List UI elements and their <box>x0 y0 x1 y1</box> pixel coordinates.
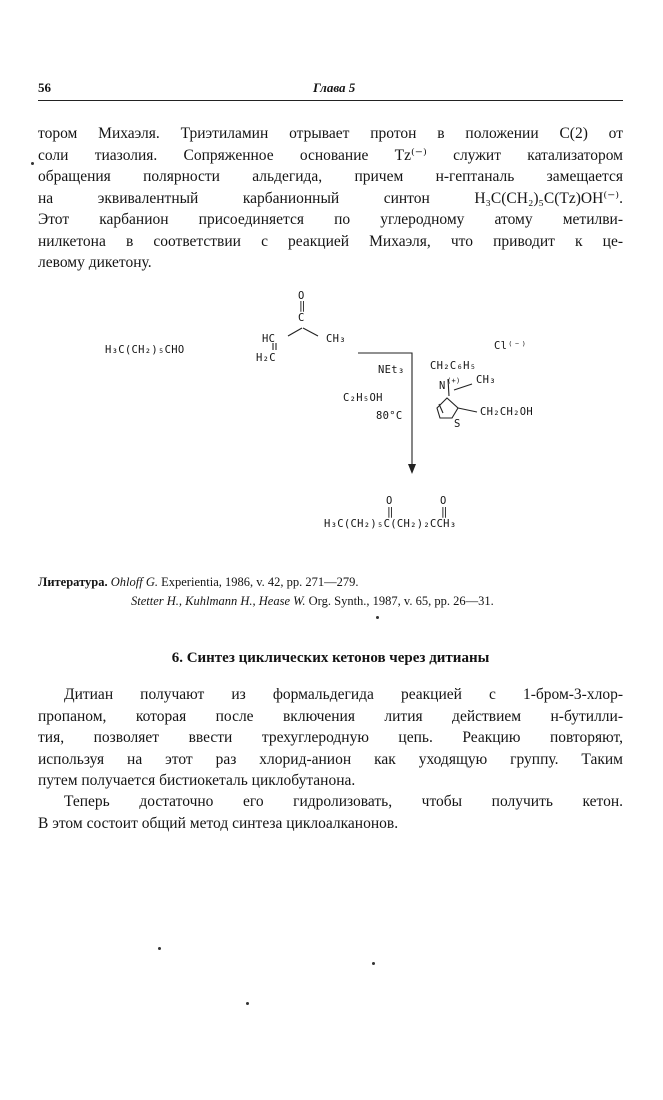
product-formula: H₃C(CH₂)₅C(CH₂)₂CCH₃ <box>324 518 457 530</box>
bond-line <box>458 408 477 412</box>
section-title: 6. Синтез циклических кетонов через дитианы <box>171 650 490 666</box>
text-line: обращения полярности альдегида, причем н-гептаналь замещается <box>38 168 623 185</box>
aldehyde-formula: H₃C(CH₂)₅CHO <box>105 344 185 356</box>
catalyst-sulfur: S <box>454 418 461 430</box>
reference-authors: Stetter H., Kuhlmann H., Hease W. <box>131 594 306 608</box>
paragraph-hydrolysis <box>38 791 623 834</box>
bond-line <box>439 404 443 413</box>
print-speck <box>376 616 379 619</box>
condition-solvent: C₂H₅OH <box>343 392 383 404</box>
print-speck <box>372 962 375 965</box>
ketone-carbon: C <box>298 312 305 324</box>
catalyst-benzyl: CH₂C₆H₅ <box>430 360 477 372</box>
reference-source: Org. Synth., 1987, v. 65, pp. 26—31. <box>308 594 494 608</box>
reference-row <box>38 592 638 611</box>
page-number: 56 <box>38 80 51 95</box>
text-line: на эквивалентный карбанионный синтон H₃C(CH₂)₅C(Tz)OH⁽⁻⁾. <box>38 189 623 207</box>
reference-authors: Ohloff G. <box>110 575 158 589</box>
ketone-oxygen: O <box>298 290 305 302</box>
text-line: пропаном, которая после включения лития действием н-бутилли- <box>38 707 623 725</box>
thiazolium-ring <box>437 398 458 418</box>
catalyst-charge: (+) <box>447 377 461 385</box>
product-oxygen-2: O <box>440 495 447 507</box>
text-line: левому дикетону. <box>38 254 152 271</box>
bond-line <box>288 328 302 336</box>
text-line: соли тиазолия. Сопряженное основание Tz⁽⁻⁾ служит катализатором <box>38 146 623 164</box>
product-double-bond-2: ‖ <box>441 506 448 518</box>
text-line: тором Михаэля. Триэтиламин отрывает протон в положении C(2) от <box>38 125 623 142</box>
ketone-h2c: H₂C <box>256 352 276 364</box>
product-oxygen-1: O <box>386 495 393 507</box>
paragraph-dithiane <box>38 684 623 792</box>
text-line: В этом состоит общий метод синтеза циклоалканонов. <box>38 814 399 832</box>
text-line: путем получается бистиокеталь циклобутанона. <box>38 772 356 789</box>
catalyst-nitrogen: N <box>439 380 446 392</box>
print-speck <box>246 1002 249 1005</box>
print-speck <box>158 947 161 950</box>
condition-base: NEt₃ <box>378 364 405 376</box>
ketone-methyl: CH₃ <box>326 333 346 345</box>
reference-row <box>38 573 638 592</box>
catalyst-counterion: Cl⁽⁻⁾ <box>494 340 528 352</box>
references-label: Литература. <box>38 575 108 589</box>
page-header <box>38 80 623 101</box>
print-speck <box>31 162 34 165</box>
references <box>38 573 638 611</box>
paragraph-michael <box>38 123 623 274</box>
arrow-head-icon <box>408 464 416 474</box>
catalyst-side-chain: CH₂CH₂OH <box>480 406 533 418</box>
text-line: Дитиан получают из формальдегида реакцией с 1-бром-3-хлор- <box>64 686 623 703</box>
text-line: тия, позволяет ввести трехуглеродную цепь. Реакцию повторяют, <box>38 729 623 746</box>
chapter-title: Глава 5 <box>313 80 356 95</box>
text-line: используя на этот раз хлорид-анион как уходящую группу. Таким <box>38 750 623 768</box>
condition-temperature: 80°C <box>376 410 403 422</box>
catalyst-methyl: CH₃ <box>476 374 496 386</box>
bond-line <box>303 328 318 336</box>
text-line: нилкетона в соответствии с реакцией Михаэля, что приводит к це- <box>38 232 623 250</box>
text-line: Этот карбанион присоединяется по углеродному атому метилви- <box>38 211 623 228</box>
reaction-scheme <box>90 288 560 543</box>
product-double-bond-1: ‖ <box>387 506 394 518</box>
ketone-double-bond: ‖ <box>299 300 306 312</box>
text-line: Теперь достаточно его гидролизовать, чтобы получить кетон. <box>64 793 623 810</box>
ketone-hc: HC <box>262 333 276 345</box>
reference-source: Experientia, 1986, v. 42, pp. 271—279. <box>161 575 359 589</box>
